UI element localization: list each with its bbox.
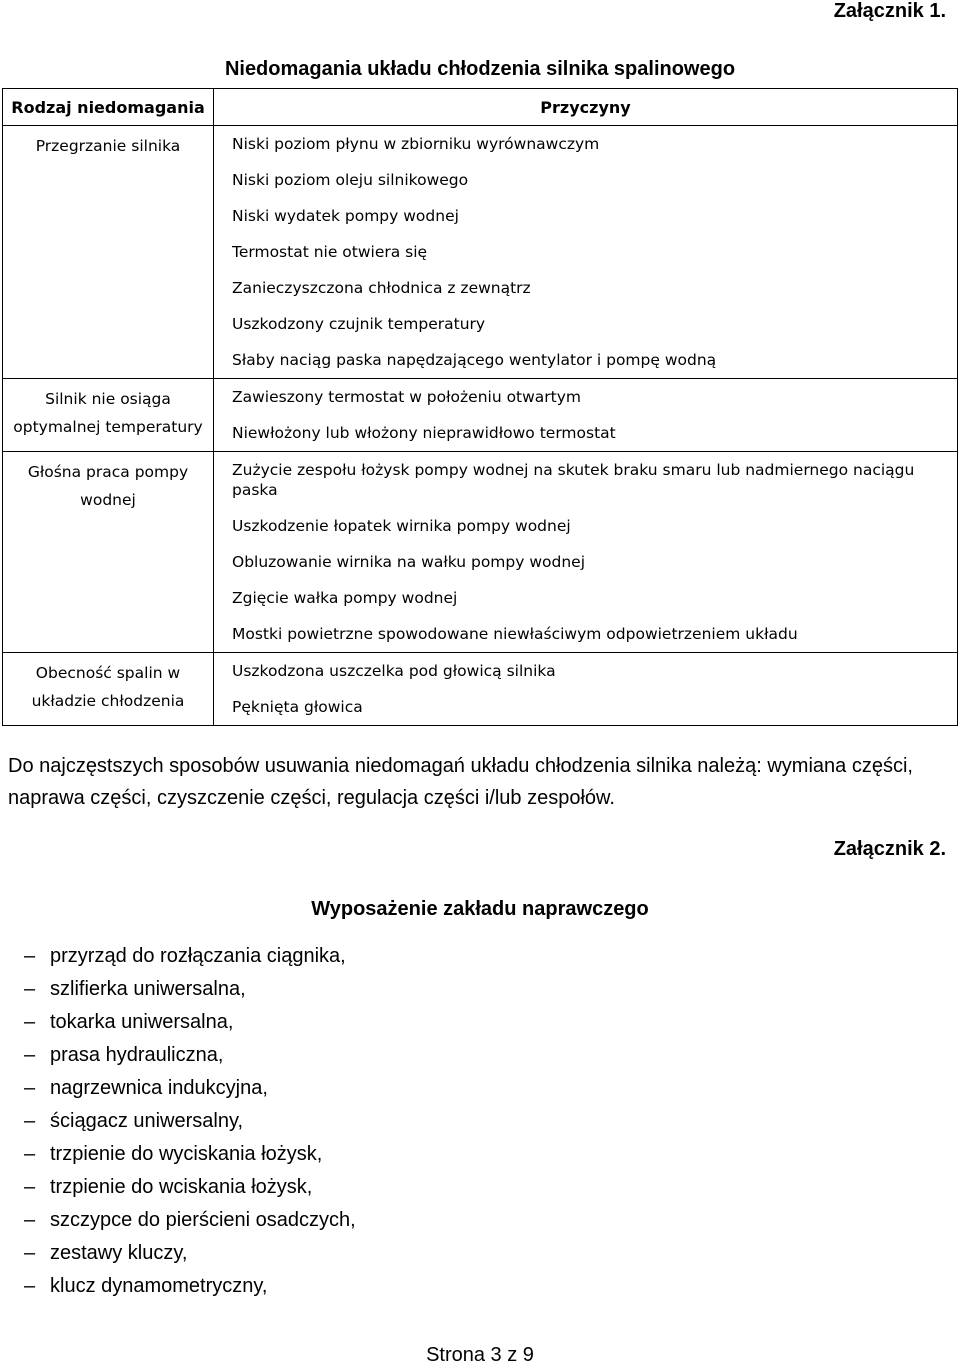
equipment-item — [24, 1270, 356, 1303]
annex-2-label: Załącznik 2. — [833, 838, 946, 860]
causes-cell — [214, 653, 958, 726]
cause-item: Uszkodzony czujnik temperatury — [232, 315, 486, 333]
dash-bullet-icon: – — [24, 1044, 36, 1066]
equipment-item — [24, 1237, 356, 1270]
equipment-item-label: ściągacz uniwersalny, — [50, 1110, 244, 1132]
equipment-item — [24, 1039, 356, 1072]
equipment-item — [24, 1006, 356, 1039]
cause-item: Mostki powietrzne spowodowane niewłaściwym odpowietrzeniem układu — [232, 625, 798, 643]
dash-bullet-icon: – — [24, 1011, 36, 1033]
equipment-item — [24, 1204, 356, 1237]
dash-bullet-icon: – — [24, 1176, 36, 1198]
equipment-item-label: przyrząd do rozłączania ciągnika, — [50, 945, 346, 967]
causes-cell — [214, 452, 958, 653]
dash-bullet-icon: – — [24, 978, 36, 1000]
cause-item: Słaby naciąg paska napędzającego wentylator i pompę wodną — [232, 351, 717, 369]
causes-cell — [214, 126, 958, 379]
equipment-list — [24, 940, 356, 1303]
cause-item: Termostat nie otwiera się — [232, 243, 428, 261]
dash-bullet-icon: – — [24, 1110, 36, 1132]
cause-item: Zgięcie wałka pompy wodnej — [232, 589, 458, 607]
table-row — [3, 653, 958, 726]
cause-item: Niski poziom oleju silnikowego — [232, 171, 469, 189]
dash-bullet-icon: – — [24, 1242, 36, 1264]
cause-item: Zawieszony termostat w położeniu otwartym — [232, 388, 582, 406]
header-causes: Przyczyny — [214, 89, 958, 126]
cause-item: Niski poziom płynu w zbiorniku wyrównawczym — [232, 135, 600, 153]
fault-type-label: Głośna praca pompy wodnej — [27, 463, 189, 509]
page-footer: Strona 3 z 9 — [426, 1344, 534, 1366]
cause-item: Zanieczyszczona chłodnica z zewnątrz — [232, 279, 531, 297]
annex-1-label: Załącznik 1. — [833, 0, 946, 22]
cause-item: Uszkodzenie łopatek wirnika pompy wodnej — [232, 517, 571, 535]
equipment-item-label: zestawy kluczy, — [50, 1242, 188, 1264]
fault-type-label: Przegrzanie silnika — [35, 137, 181, 155]
cause-item: Niewłożony lub włożony nieprawidłowo termostat — [232, 424, 616, 442]
cause-item: Obluzowanie wirnika na wałku pompy wodnej — [232, 553, 586, 571]
dash-bullet-icon: – — [24, 945, 36, 967]
cause-item: Uszkodzona uszczelka pod głowicą silnika — [232, 662, 556, 680]
faults-table — [2, 88, 958, 726]
equipment-item — [24, 1138, 356, 1171]
table-title: Niedomagania układu chłodzenia silnika spalinowego — [224, 58, 736, 80]
faults-body — [3, 126, 958, 726]
dash-bullet-icon: – — [24, 1209, 36, 1231]
table-row — [3, 126, 958, 379]
summary-paragraph: Do najczęstszych sposobów usuwania niedomagań układu chłodzenia silnika należą: wymiana części, naprawa części, czyszczenie części, regulacja części i/lub zespołów. — [8, 755, 913, 809]
equipment-item-label: prasa hydrauliczna, — [50, 1044, 224, 1066]
fault-type-cell — [3, 126, 214, 379]
fault-type-cell — [3, 379, 214, 452]
cause-item: Pęknięta głowica — [232, 698, 363, 716]
equipment-title: Wyposażenie zakładu naprawczego — [311, 898, 649, 920]
equipment-item-label: tokarka uniwersalna, — [50, 1011, 234, 1033]
equipment-item-label: nagrzewnica indukcyjna, — [50, 1077, 268, 1099]
equipment-item-label: szlifierka uniwersalna, — [50, 978, 246, 1000]
dash-bullet-icon: – — [24, 1143, 36, 1165]
header-fault-type: Rodzaj niedomagania — [3, 89, 214, 126]
causes-cell — [214, 379, 958, 452]
table-row — [3, 379, 958, 452]
cause-item: Niski wydatek pompy wodnej — [232, 207, 459, 225]
equipment-item-label: trzpienie do wciskania łożysk, — [50, 1176, 313, 1198]
dash-bullet-icon: – — [24, 1077, 36, 1099]
dash-bullet-icon: – — [24, 1275, 36, 1297]
equipment-item — [24, 973, 356, 1006]
equipment-item — [24, 1105, 356, 1138]
equipment-item — [24, 1072, 356, 1105]
equipment-item-label: trzpienie do wyciskania łożysk, — [50, 1143, 323, 1165]
equipment-item — [24, 1171, 356, 1204]
fault-type-label: Silnik nie osiąga optymalnej temperatury — [13, 390, 203, 436]
equipment-item-label: klucz dynamometryczny, — [50, 1275, 268, 1297]
fault-type-cell — [3, 653, 214, 726]
equipment-item-label: szczypce do pierścieni osadczych, — [50, 1209, 356, 1231]
fault-type-cell — [3, 452, 214, 653]
cause-item: Zużycie zespołu łożysk pompy wodnej na skutek braku smaru lub nadmiernego naciągu paska — [232, 461, 915, 499]
equipment-item — [24, 940, 356, 973]
table-row — [3, 452, 958, 653]
fault-type-label: Obecność spalin w układzie chłodzenia — [31, 664, 185, 710]
table-header-row — [3, 89, 958, 126]
